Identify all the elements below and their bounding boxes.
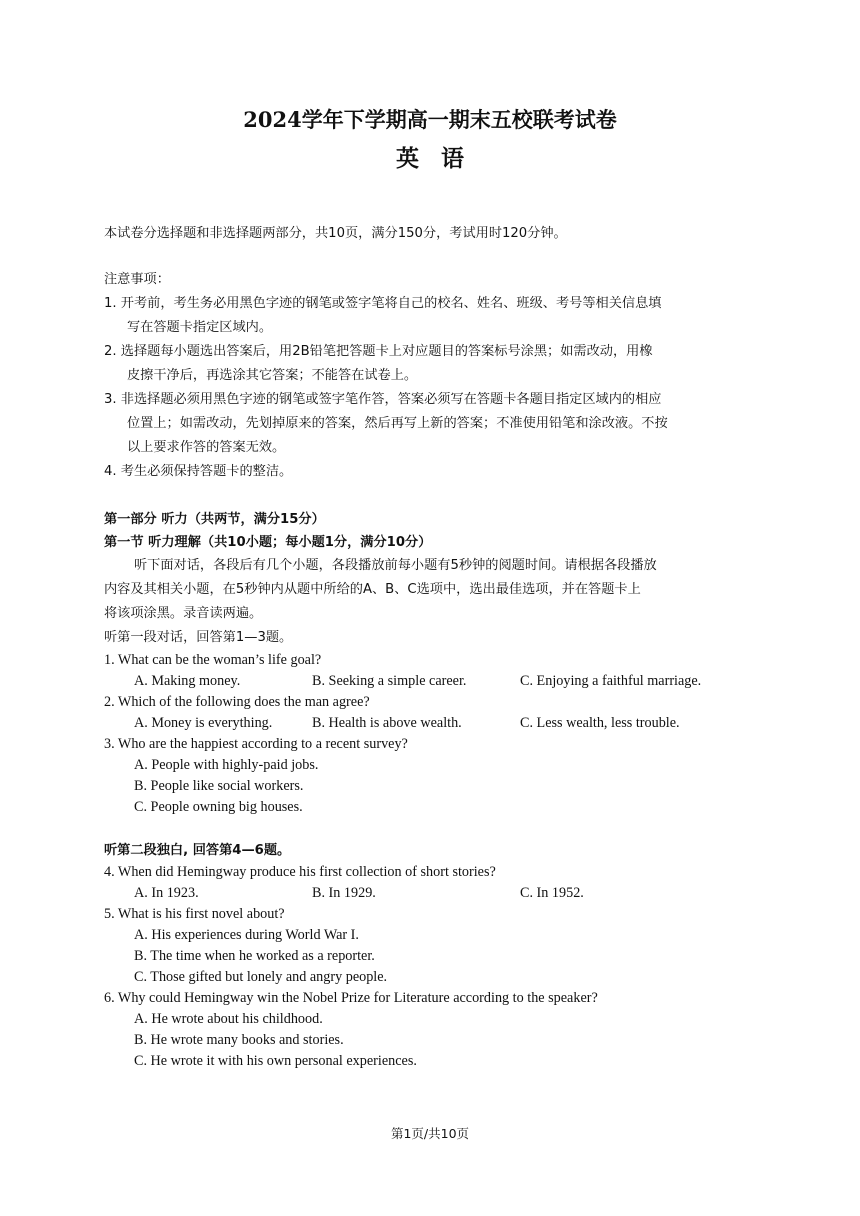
option-c: C. He wrote it with his own personal experiences.: [134, 1053, 417, 1069]
instructions-line-1: 听下面对话，各段后有几个小题，各段播放前每小题有5秒钟的阅题时间。请根据各段播放: [134, 558, 657, 573]
question-6: 6. Why could Hemingway win the Nobel Prize for Literature according to the speaker?: [104, 990, 598, 1006]
option-c: C. Those gifted but lonely and angry people.: [134, 969, 388, 985]
option-b: B. He wrote many books and stories.: [134, 1032, 344, 1048]
instructions-line-2: 内容及其相关小题，在5秒钟内从题中所给的A、B、C选项中，选出最佳选项，并在答题卡上: [104, 582, 641, 597]
question-4: 4. When did Hemingway produce his first collection of short stories?: [104, 864, 496, 880]
page-number: 第1页/共10页: [390, 1126, 470, 1141]
notice-item-4-line-1: 4. 考生必须保持答题卡的整洁。: [104, 464, 293, 479]
question-1-options: [134, 671, 774, 691]
notice-item-2-line-1: 2. 选择题每小题选出答案后，用2B铅笔把答题卡上对应题目的答案标号涂黑；如需改动，用橡: [104, 344, 653, 359]
question-1: 1. What can be the woman’s life goal?: [104, 652, 322, 668]
part1-heading: 第一部分 听力（共两节，满分15分）: [104, 512, 325, 527]
notice-item-1-line-1: 1. 开考前，考生务必用黑色字迹的钢笔或签字笔将自己的校名、姓名、班级、考号等相关信息填: [104, 296, 662, 311]
question-5: 5. What is his first novel about?: [104, 906, 285, 922]
option-b: B. The time when he worked as a reporter.: [134, 948, 375, 964]
question-3: 3. Who are the happiest according to a recent survey?: [104, 736, 408, 752]
option-b: B. Health is above wealth.: [312, 715, 462, 731]
exam-intro: 本试卷分选择题和非选择题两部分，共10页，满分150分，考试用时120分钟。: [104, 226, 567, 241]
option-c: C. Less wealth, less trouble.: [520, 715, 680, 731]
group2-heading: 听第二段独白, 回答第4—6题。: [104, 843, 291, 858]
option-a: A. He wrote about his childhood.: [134, 1011, 323, 1027]
option-b: B. In 1929.: [312, 885, 376, 901]
notice-item-3-line-3: 以上要求作答的答案无效。: [127, 440, 286, 455]
notice-heading: 注意事项：: [104, 272, 170, 287]
section1-heading: 第一节 听力理解（共10小题；每小题1分，满分10分）: [104, 535, 432, 550]
option-b: B. Seeking a simple career.: [312, 673, 467, 689]
notice-item-2-line-2: 皮擦干净后，再选涂其它答案；不能答在试卷上。: [127, 368, 418, 383]
question-2-options: [134, 713, 774, 733]
exam-title: 2024学年下学期高一期末五校联考试卷: [243, 107, 617, 132]
option-a: A. Making money.: [134, 673, 241, 689]
notice-item-3-line-2: 位置上；如需改动，先划掉原来的答案，然后再写上新的答案；不准使用铅笔和涂改液。不按: [127, 416, 668, 431]
option-a: A. His experiences during World War I.: [134, 927, 359, 943]
option-b: B. People like social workers.: [134, 778, 304, 794]
option-a: A. Money is everything.: [134, 715, 273, 731]
subject-title: 英语: [396, 145, 486, 172]
option-a: A. In 1923.: [134, 885, 199, 901]
group1-heading: 听第一段对话，回答第1—3题。: [104, 630, 293, 645]
question-4-options: [134, 883, 774, 903]
option-c: C. In 1952.: [520, 885, 584, 901]
notice-item-1-line-2: 写在答题卡指定区域内。: [127, 320, 273, 335]
option-c: C. Enjoying a faithful marriage.: [520, 673, 702, 689]
option-a: A. People with highly-paid jobs.: [134, 757, 319, 773]
instructions-line-3: 将该项涂黑。录音读两遍。: [104, 606, 263, 621]
option-c: C. People owning big houses.: [134, 799, 303, 815]
question-2: 2. Which of the following does the man agree?: [104, 694, 370, 710]
notice-item-3-line-1: 3. 非选择题必须用黑色字迹的钢笔或签字笔作答，答案必须写在答题卡各题目指定区域内的相应: [104, 392, 662, 407]
